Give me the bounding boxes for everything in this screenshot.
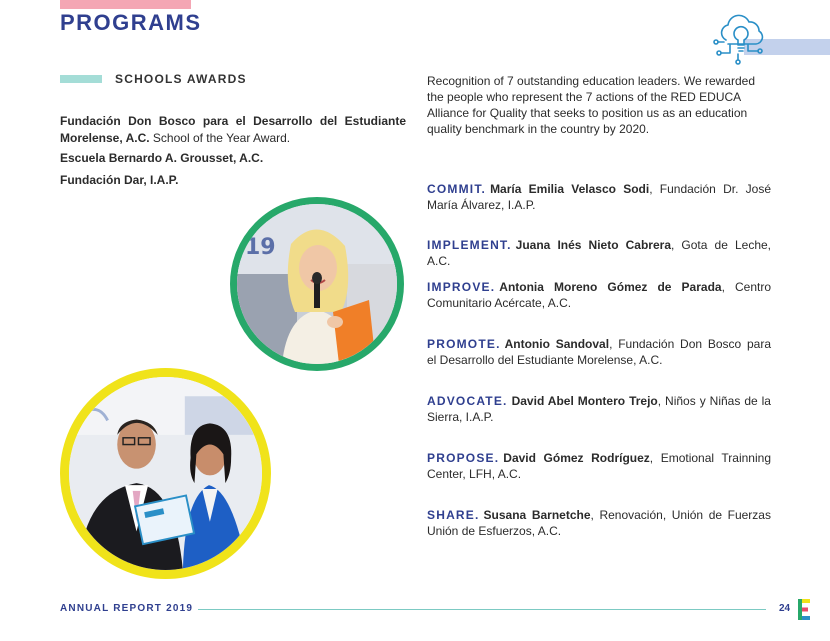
header-accent-bar	[60, 0, 191, 9]
action-person: David Gómez Rodríguez	[503, 451, 650, 465]
award-entry-name: Escuela Bernardo A. Grousset, A.C.	[60, 151, 264, 165]
action-person: Antonia Moreno Gómez de Parada	[499, 280, 722, 294]
action-organization: , Centro Comunitario Acércate, A.C.	[427, 280, 771, 310]
award-entry-name: Fundación Don Bosco para el Desarrollo del Estudiante Morelense, A.C.	[60, 114, 406, 145]
action-person: Susana Barnetche	[483, 508, 591, 522]
action-organization: , Renovación, Unión de Fuerzas Unión de Esfuerzos, A.C.	[427, 508, 771, 538]
section-accent-tag	[60, 75, 102, 83]
action-item	[427, 393, 771, 425]
section-heading: SCHOOLS AWARDS	[115, 72, 247, 86]
action-keyword: PROPOSE.	[427, 451, 500, 465]
action-person: Juana Inés Nieto Cabrera	[515, 238, 671, 252]
action-item	[427, 279, 771, 311]
award-photo-speaker	[230, 197, 404, 371]
e-logo-icon	[798, 599, 810, 620]
action-item	[427, 181, 771, 213]
award-photo-diploma	[60, 368, 271, 579]
award-entry	[60, 113, 406, 147]
award-entry-detail: School of the Year Award.	[149, 131, 291, 145]
action-keyword: IMPROVE.	[427, 280, 496, 294]
action-organization: , Niños y Niñas de la Sierra, I.A.P.	[427, 394, 771, 424]
action-item	[427, 237, 771, 269]
svg-text:19: 19	[245, 235, 276, 260]
page-title: PROGRAMS	[60, 10, 202, 35]
action-organization: , Fundación Don Bosco para el Desarrollo del Estudiante Morelense, A.C.	[427, 337, 772, 367]
action-keyword: IMPLEMENT.	[427, 238, 512, 252]
action-keyword: COMMIT.	[427, 182, 487, 196]
action-organization: , Gota de Leche, A.C.	[427, 238, 771, 268]
page-number: 24	[779, 603, 791, 614]
action-organization: , Emotional Trainning Center, LFH, A.C.	[427, 451, 771, 481]
cloud-circuit-icon	[708, 12, 768, 66]
action-item	[427, 336, 771, 368]
action-keyword: ADVOCATE.	[427, 394, 508, 408]
action-item	[427, 450, 771, 482]
footer-report-label: ANNUAL REPORT 2019	[60, 603, 194, 614]
action-organization: , Fundación Dr. José María Álvarez, I.A.P.	[427, 182, 771, 212]
action-person: David Abel Montero Trejo	[511, 394, 658, 408]
award-entry	[60, 172, 406, 189]
action-keyword: SHARE.	[427, 508, 480, 522]
action-item	[427, 507, 771, 539]
action-person: Antonio Sandoval	[504, 337, 610, 351]
award-entry	[60, 150, 406, 167]
action-person: María Emilia Velasco Sodi	[490, 182, 650, 196]
footer-divider	[198, 609, 766, 610]
award-entry-name: Fundación Dar, I.A.P.	[60, 173, 179, 187]
intro-paragraph: Recognition of 7 outstanding education leaders. We rewarded the people who represent the 7 actions of the RED EDUCA Alliance for Quality that seeks to position us as an education quality benchmark in the country by 2020.	[427, 74, 755, 136]
action-keyword: PROMOTE.	[427, 337, 501, 351]
